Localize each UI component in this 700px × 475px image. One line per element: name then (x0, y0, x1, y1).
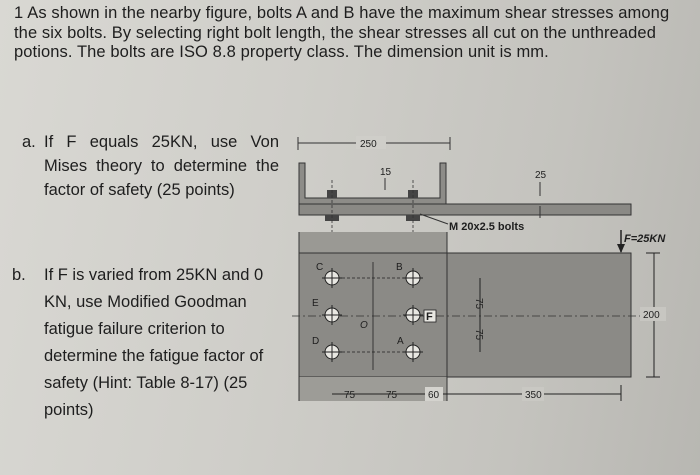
question-a-label: a. (22, 133, 36, 151)
dim-75-lower: 75 (473, 329, 484, 341)
dim-75-upper: 75 (473, 298, 484, 310)
elevation-view (298, 136, 631, 233)
question-b-text: If F is varied from 25KN and 0 KN, use Modified Goodman fatigue failure criterion to determine the fatigue factor of safety (Hint: Table 8-17) (25 points) (44, 266, 264, 419)
dim-overall-width: 250 (360, 139, 377, 150)
plan-view (292, 230, 666, 401)
bolt-label-c: C (316, 262, 324, 273)
dim-350: 350 (525, 390, 542, 401)
bolt-label-b: B (396, 262, 403, 273)
centroid-label: O (360, 320, 368, 331)
dim-15: 15 (380, 167, 392, 178)
question-a-text: If F equals 25KN, use Von Mises theory to determine the factor of safety (25 points) (44, 133, 279, 199)
load-label: F=25KN (624, 233, 666, 245)
dim-60: 60 (428, 390, 440, 401)
dim-25: 25 (535, 170, 547, 181)
bolt-label-d: D (312, 336, 320, 347)
bolt-label-a: A (397, 336, 404, 347)
problem-text: As shown in the nearby figure, bolts A and B have the maximum shear stresses among the six bolts. By selecting right bolt length, the shear stresses all cut on the unthreaded potions. The bolts are ISO 8.8 property class. The dimension unit is mm. (14, 4, 670, 61)
question-b-label: b. (12, 266, 26, 284)
dim-75-h2: 75 (386, 390, 398, 401)
bolt-label-f: F (426, 311, 433, 323)
dim-75-h1: 75 (344, 390, 356, 401)
bolt-label-e: E (312, 298, 319, 309)
bolt-spec-label: M 20x2.5 bolts (449, 221, 525, 233)
problem-number: 1 (14, 4, 24, 22)
dim-200: 200 (643, 310, 660, 321)
